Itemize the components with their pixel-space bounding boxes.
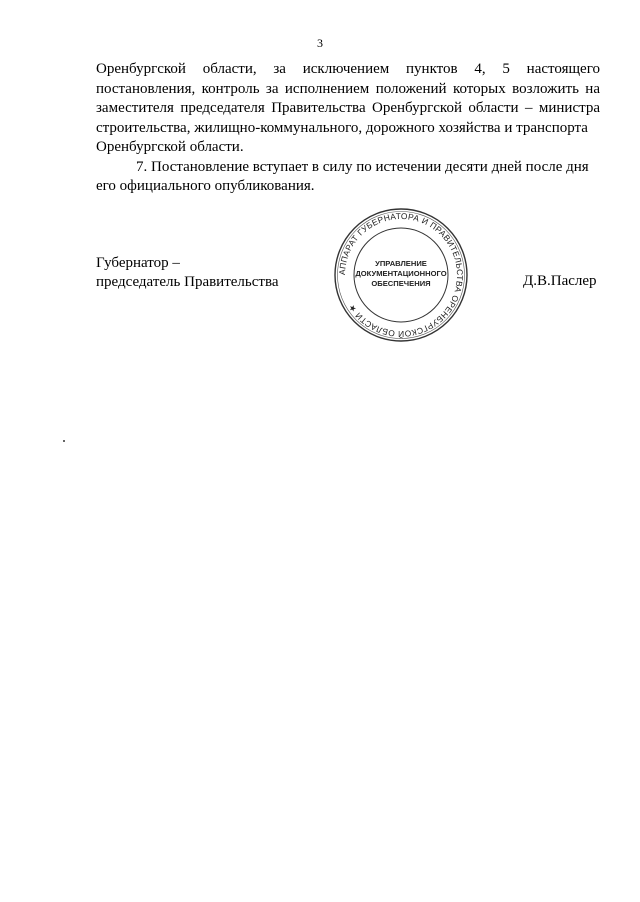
text-line: строительства, жилищно-коммунального, дорожного хозяйства и транспорта [96,119,588,136]
position-line: Губернатор – [96,255,180,271]
paragraph-item-7 [96,158,600,197]
paragraph-continuation [96,60,600,158]
signatory-position [96,254,279,292]
body-text [96,60,600,197]
text-line: Оренбургской области, за исключением пунктов 4, 5 настоящего [96,61,600,77]
text-line: его официального опубликования. [96,178,315,194]
signatory-name: Д.В.Паслер [523,273,597,289]
text-line: заместителя председателя Правительства Оренбургской области – министра [96,100,600,116]
stamp-center-line: ОБЕСПЕЧЕНИЯ [371,279,431,288]
position-line: председатель Правительства [96,274,279,290]
text-line: Оренбургской области. [96,139,244,155]
scan-speck [63,440,65,442]
stamp-center-line: ДОКУМЕНТАЦИОННОГО [355,269,447,278]
page-number: 3 [317,36,323,50]
official-stamp [331,205,471,345]
text-line: постановления, контроль за исполнением положений которых возложить на [96,80,600,97]
text-line: 7. Постановление вступает в силу по истечении десяти дней после дня [136,158,589,175]
stamp-ring-text: АППАРАТ ГУБЕРНАТОРА И ПРАВИТЕЛЬСТВА ОРЕНБУРГСКОЙ ОБЛАСТИ ★ [336,210,466,340]
stamp-center-line: УПРАВЛЕНИЕ [375,259,427,268]
